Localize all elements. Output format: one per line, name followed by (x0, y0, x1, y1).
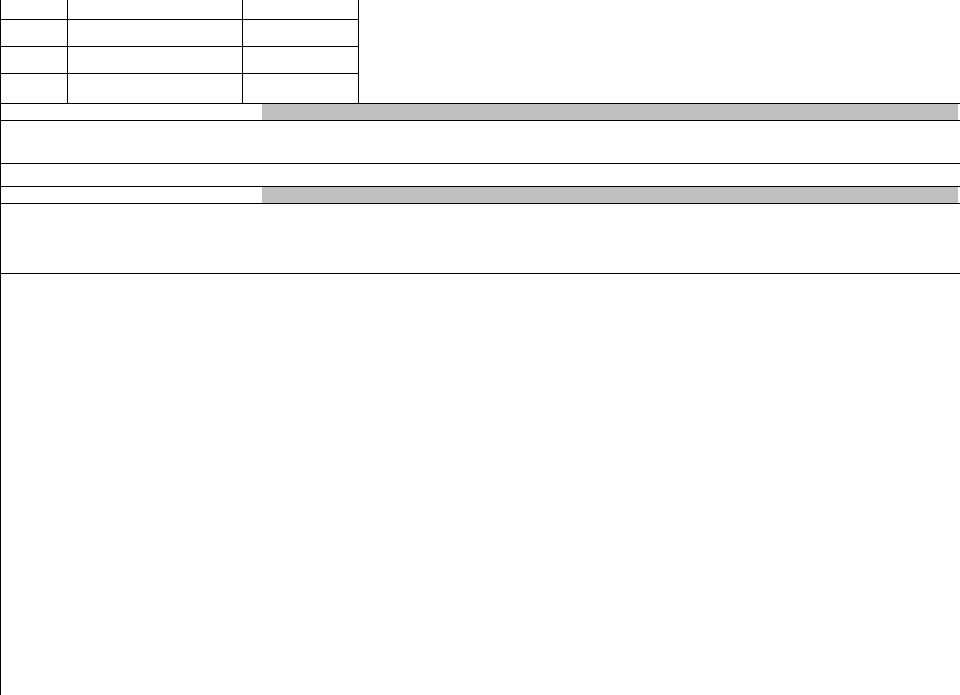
rule-33-header (0, 273, 960, 274)
rule-top-4 (0, 103, 960, 104)
left-border (0, 0, 1, 695)
rule-suma2-bottom (0, 203, 960, 204)
rule-32-row (0, 186, 960, 187)
rule-32-header (0, 163, 960, 164)
rule-top-2 (0, 46, 358, 47)
rule-suma1-bottom (0, 120, 960, 121)
suma-bar-2 (262, 186, 958, 203)
suma-bar-1 (262, 103, 958, 120)
rule-top-3 (0, 73, 358, 74)
rule-top-1 (0, 19, 358, 20)
col-divider-desc (242, 0, 243, 103)
col-divider-right (358, 0, 359, 103)
col-divider-no (67, 0, 68, 103)
